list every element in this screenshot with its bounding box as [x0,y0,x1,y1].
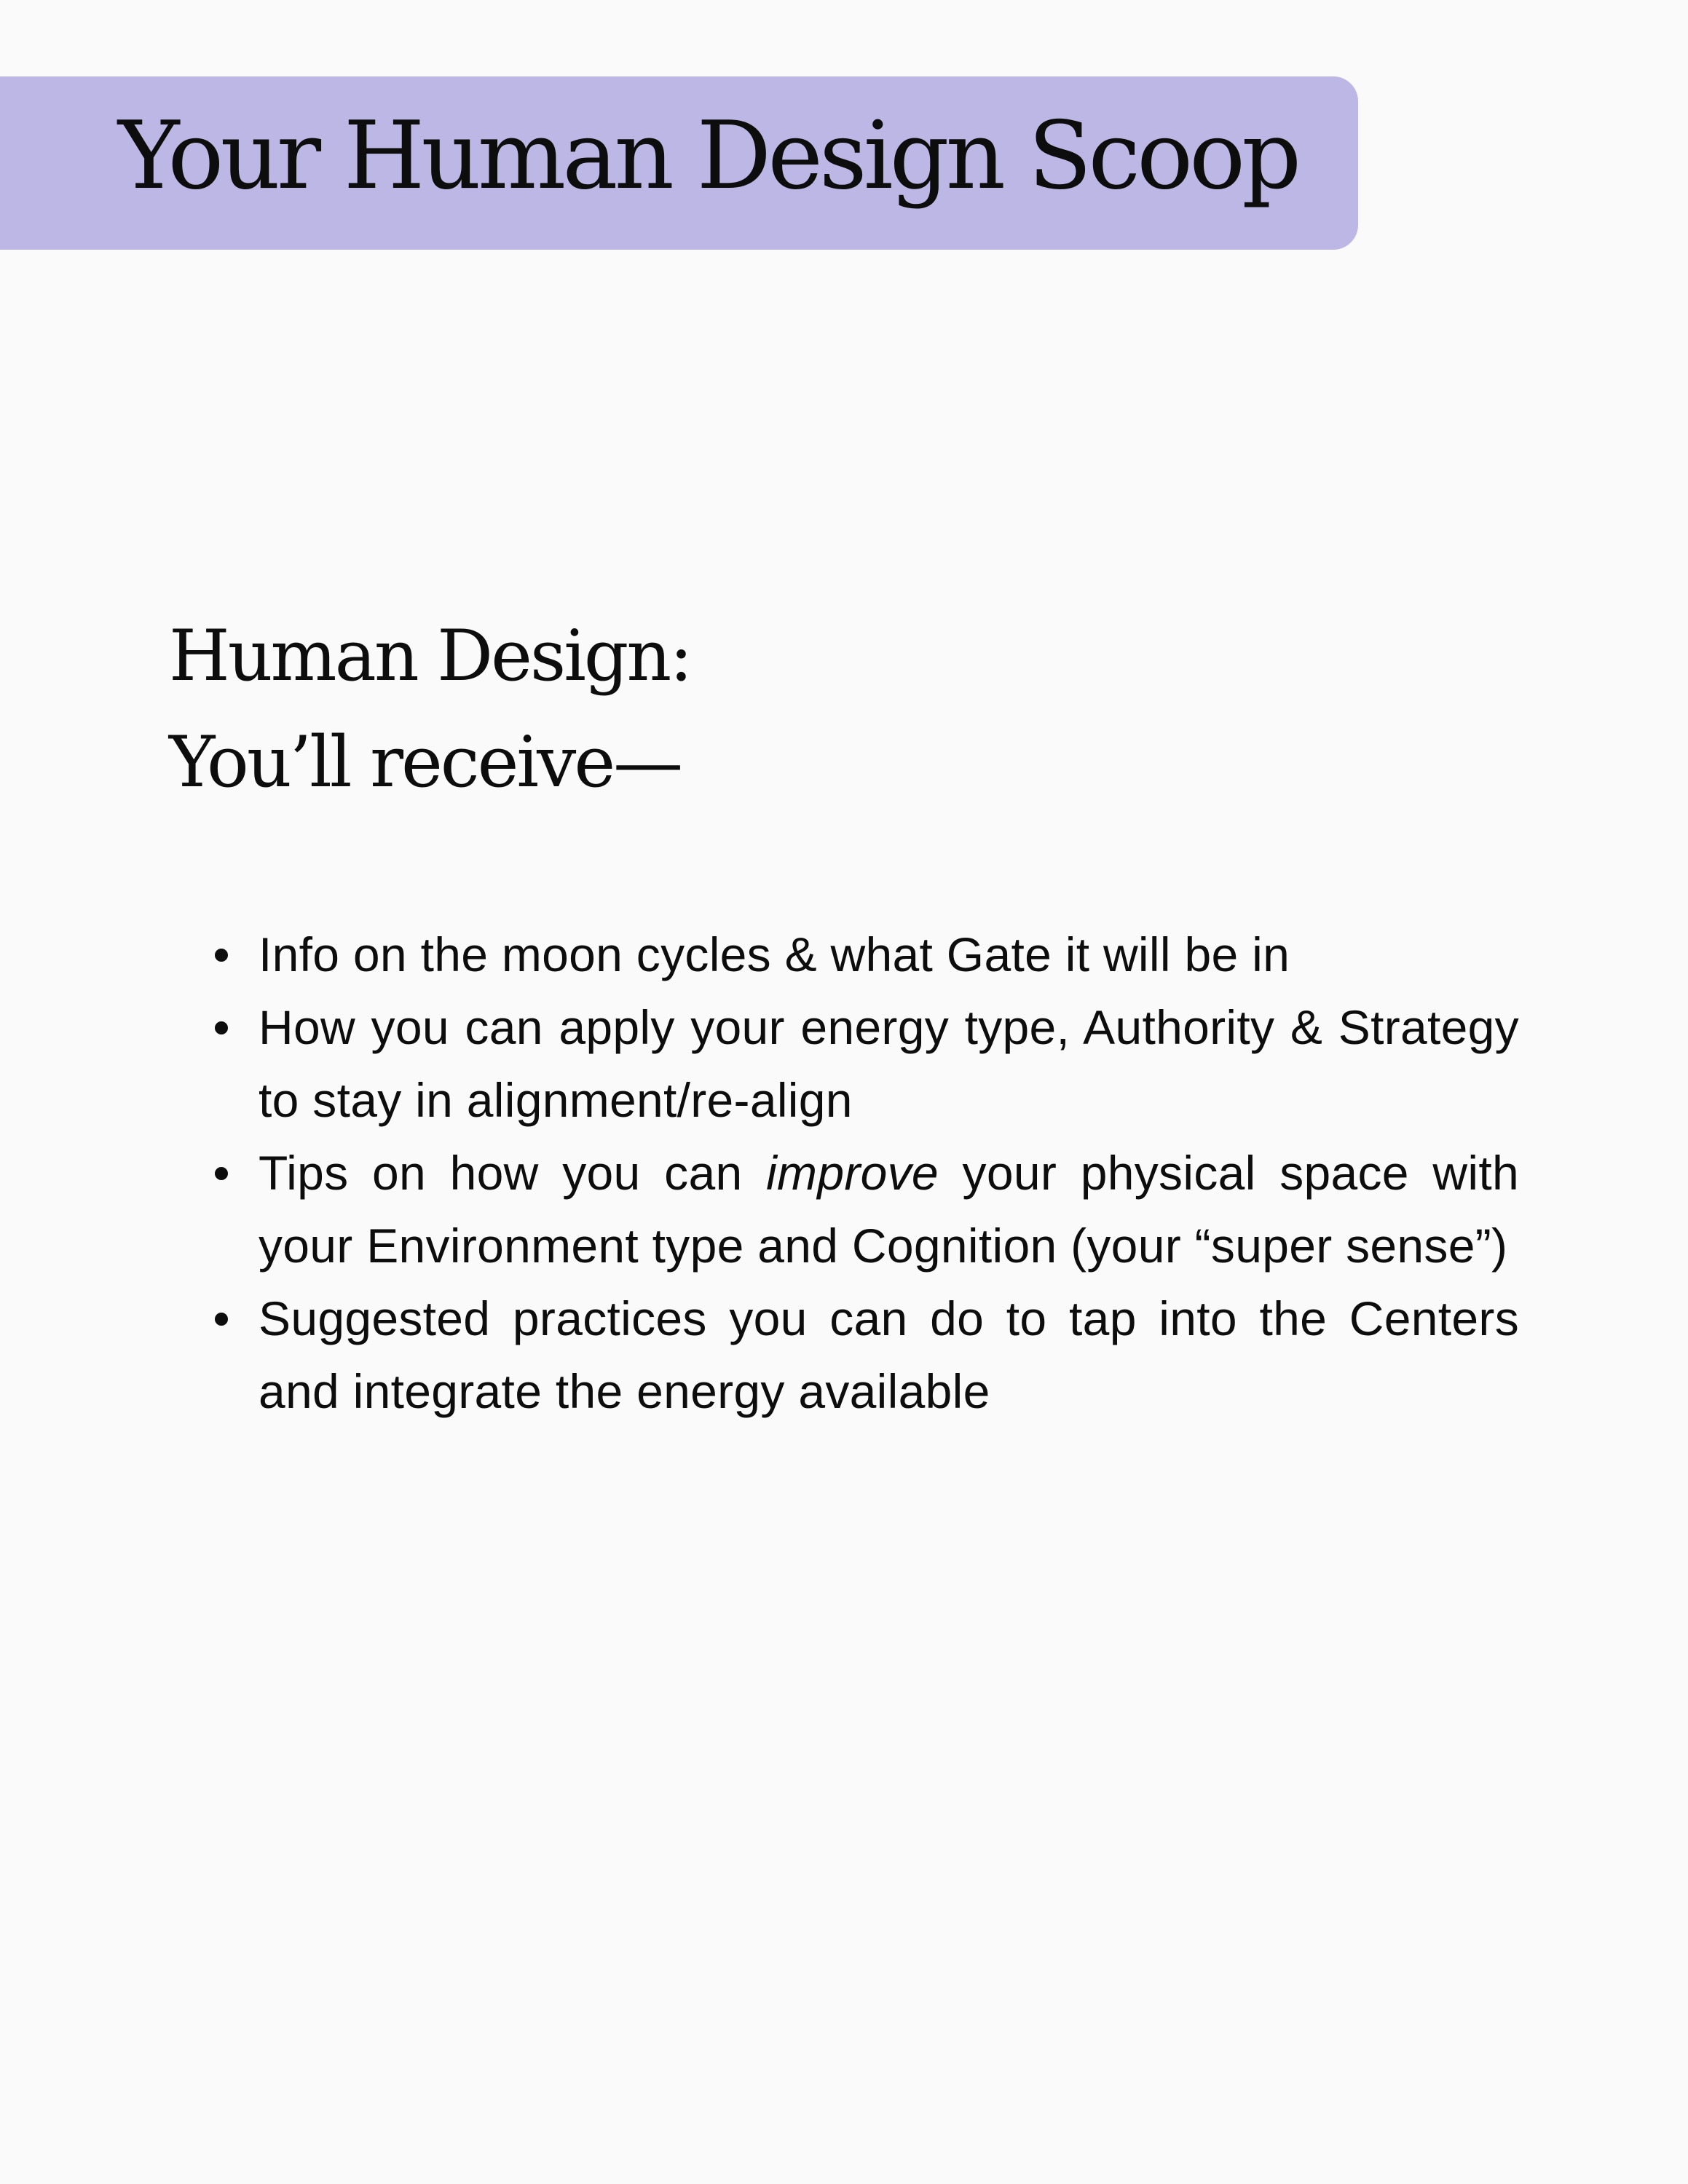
list-item-text: Suggested practices you can do to tap into the Centers and integrate the energy available [259,1291,1519,1418]
list-item [259,1136,1519,1282]
page-title: Your Human Design Scoop [118,102,1298,210]
list-item-text-before: Tips on how you can [259,1146,767,1200]
section-heading-line-1: Human Design: [169,615,691,697]
list-item-text-after: your physical space with your Environment type and Cognition (your “super sense”) [259,1146,1519,1273]
list-item [259,918,1519,991]
section-heading-line-2: You’ll receive— [169,721,682,803]
list-item [259,991,1519,1136]
benefits-list [259,918,1519,1428]
section-heading [169,603,691,815]
list-item-text: Info on the moon cycles & what Gate it will be in [259,927,1290,981]
list-item-emphasis: improve [766,1146,939,1200]
list-item [259,1282,1519,1428]
list-item-text: How you can apply your energy type, Authority & Strategy to stay in alignment/re-align [259,1000,1519,1127]
